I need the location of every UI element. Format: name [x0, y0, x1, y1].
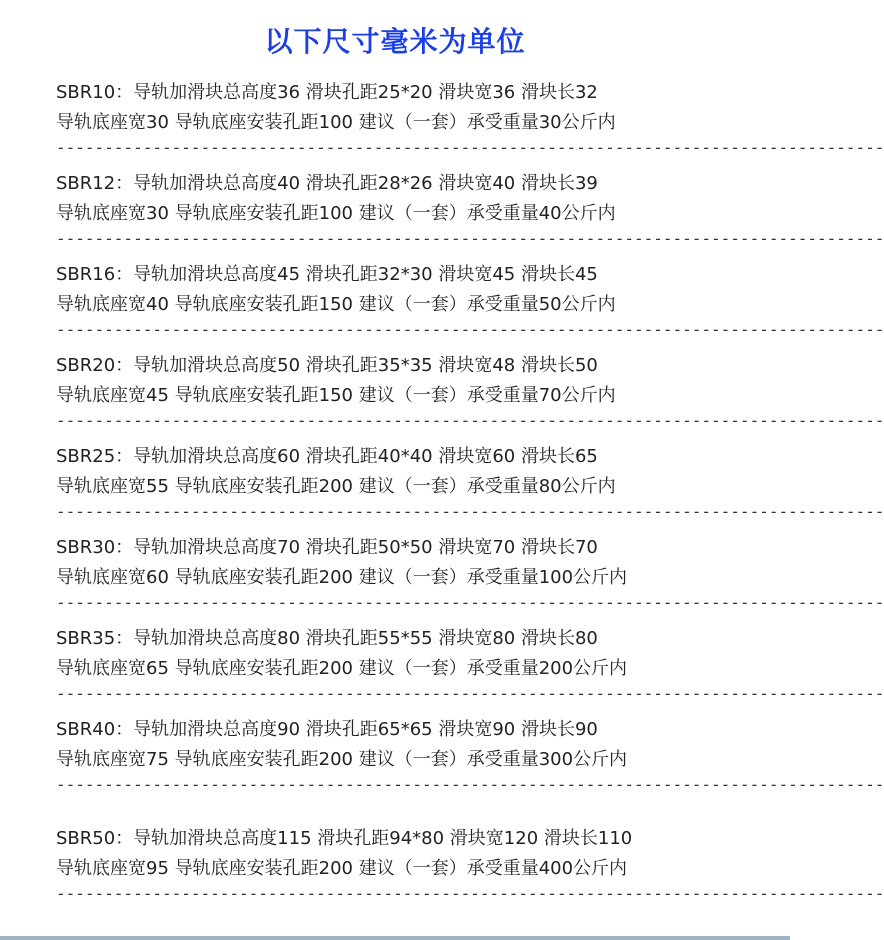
dashed-separator: -------------------------------------------------------------------------------------- [56, 320, 884, 339]
spec-line-1: SBR25：导轨加滑块总高度60 滑块孔距40*40 滑块宽60 滑块长65 [56, 446, 598, 467]
spec-line-1: SBR40：导轨加滑块总高度90 滑块孔距65*65 滑块宽90 滑块长90 [56, 719, 598, 740]
spec-block-sbr16 [56, 260, 884, 340]
spec-block-sbr20 [56, 351, 884, 431]
page-title: 以下尺寸毫米为单位 [264, 25, 526, 58]
spec-line-2: 导轨底座宽40 导轨底座安装孔距150 建议（一套）承受重量50公斤内 [56, 294, 616, 315]
spec-block-sbr10 [56, 78, 884, 158]
spec-line-1: SBR35：导轨加滑块总高度80 滑块孔距55*55 滑块宽80 滑块长80 [56, 628, 598, 649]
spec-line-1: SBR50：导轨加滑块总高度115 滑块孔距94*80 滑块宽120 滑块长110 [56, 828, 633, 849]
dashed-separator: -------------------------------------------------------------------------------------- [56, 138, 884, 157]
spec-block-sbr12 [56, 169, 884, 249]
spec-line-1: SBR20：导轨加滑块总高度50 滑块孔距35*35 滑块宽48 滑块长50 [56, 355, 598, 376]
dashed-separator: -------------------------------------------------------------------------------------- [56, 884, 884, 903]
spec-line-2: 导轨底座宽75 导轨底座安装孔距200 建议（一套）承受重量300公斤内 [56, 749, 628, 770]
spec-line-2: 导轨底座宽30 导轨底座安装孔距100 建议（一套）承受重量40公斤内 [56, 203, 616, 224]
dashed-separator: -------------------------------------------------------------------------------------- [56, 775, 884, 794]
spec-line-2: 导轨底座宽65 导轨底座安装孔距200 建议（一套）承受重量200公斤内 [56, 658, 628, 679]
spec-block-sbr50 [56, 824, 884, 904]
spec-line-1: SBR10：导轨加滑块总高度36 滑块孔距25*20 滑块宽36 滑块长32 [56, 82, 598, 103]
spec-line-2: 导轨底座宽30 导轨底座安装孔距100 建议（一套）承受重量30公斤内 [56, 112, 616, 133]
spec-line-2: 导轨底座宽45 导轨底座安装孔距150 建议（一套）承受重量70公斤内 [56, 385, 616, 406]
spec-line-1: SBR30：导轨加滑块总高度70 滑块孔距50*50 滑块宽70 滑块长70 [56, 537, 598, 558]
spec-line-2: 导轨底座宽55 导轨底座安装孔距200 建议（一套）承受重量80公斤内 [56, 476, 616, 497]
dashed-separator: -------------------------------------------------------------------------------------- [56, 502, 884, 521]
spec-line-1: SBR16：导轨加滑块总高度45 滑块孔距32*30 滑块宽45 滑块长45 [56, 264, 598, 285]
spec-block-sbr35 [56, 624, 884, 704]
spec-block-sbr30 [56, 533, 884, 613]
bottom-border [0, 936, 790, 940]
dashed-separator: -------------------------------------------------------------------------------------- [56, 593, 884, 612]
dashed-separator: -------------------------------------------------------------------------------------- [56, 229, 884, 248]
spec-block-sbr25 [56, 442, 884, 522]
dashed-separator: -------------------------------------------------------------------------------------- [56, 411, 884, 430]
dashed-separator: -------------------------------------------------------------------------------------- [56, 684, 884, 703]
spec-line-1: SBR12：导轨加滑块总高度40 滑块孔距28*26 滑块宽40 滑块长39 [56, 173, 598, 194]
spec-line-2: 导轨底座宽95 导轨底座安装孔距200 建议（一套）承受重量400公斤内 [56, 858, 628, 879]
spec-block-sbr40 [56, 715, 884, 795]
spec-line-2: 导轨底座宽60 导轨底座安装孔距200 建议（一套）承受重量100公斤内 [56, 567, 628, 588]
